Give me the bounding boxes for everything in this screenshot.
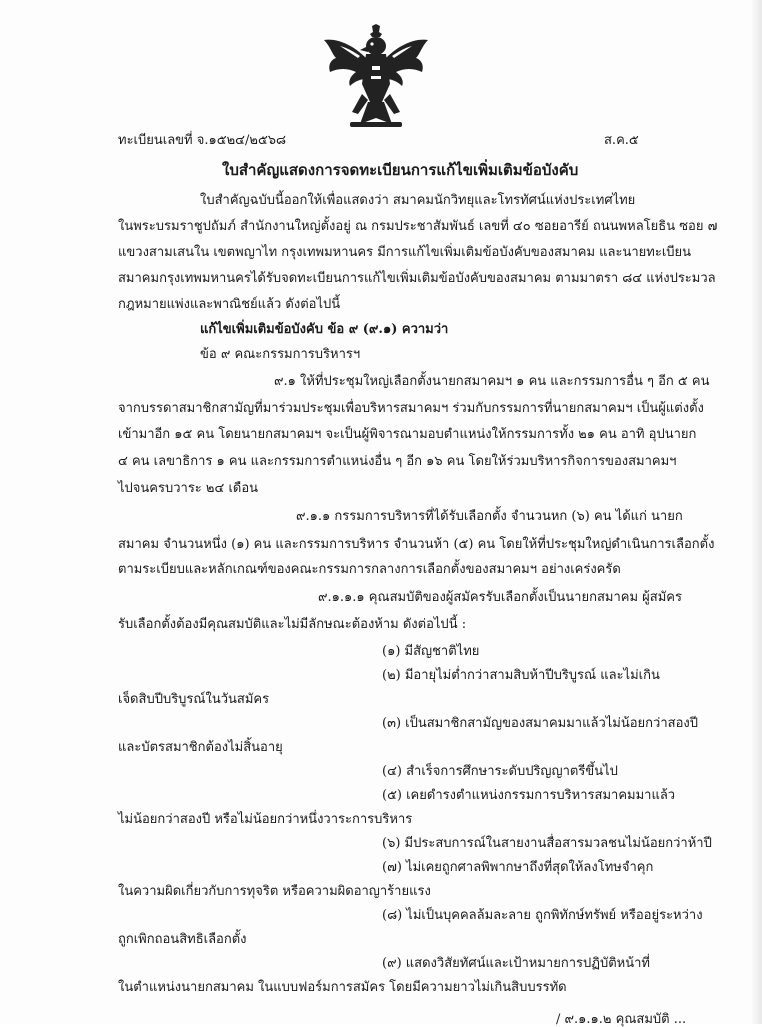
continuation-note: / ๙.๑.๑.๒ คุณสมบัติ ... (556, 1012, 687, 1027)
clause-9-1-line: ๙.๑ ให้ที่ประชุมใหญ่เลือกตั้งนายกสมาคมฯ ๑ คน และกรรมการอื่น ๆ อีก ๕ คน (274, 374, 710, 389)
clause-9-1-line: ๔ คน เลขาธิการ ๑ คน และกรรมการตำแหน่งอื่น ๆ อีก ๑๖ คน โดยให้ร่วมบริหารกิจการของสมาคมฯ (118, 454, 677, 469)
qualification-item: ไม่น้อยกว่าสองปี หรือไม่น้อยกว่าหนึ่งวาระการบริหาร (118, 812, 413, 827)
clause-heading: ข้อ ๙ คณะกรรมการบริหารฯ (200, 347, 361, 362)
intro-line: ใบสำคัญฉบับนี้ออกให้เพื่อแสดงว่า สมาคมนักวิทยุและโทรทัศน์แห่งประเทศไทย (200, 193, 636, 208)
qualification-item: ในความผิดเกี่ยวกับการทุจริต หรือความผิดอาญาร้ายแรง (118, 884, 431, 899)
clause-9-1-line: ไปจนครบวาระ ๒๔ เดือน (118, 481, 259, 496)
amendment-heading: แก้ไขเพิ่มเติมข้อบังคับ ข้อ ๙ (๙.๑) ความว่า (200, 322, 449, 337)
qualification-item: (๖) มีประสบการณ์ในสายงานสื่อสารมวลชนไม่น้อยกว่าห้าปี (382, 836, 712, 851)
qualification-item: (๒) มีอายุไม่ต่ำกว่าสามสิบห้าปีบริบูรณ์ และไม่เกิน (382, 668, 660, 683)
document-title: ใบสำคัญแสดงการจดทะเบียนการแก้ไขเพิ่มเติมข้อบังคับ (222, 161, 579, 179)
qualification-item: (๑) มีสัญชาติไทย (382, 644, 480, 659)
garuda-emblem-icon (322, 24, 430, 130)
clause-9-1-1-line: ตามระเบียบและหลักเกณฑ์ของคณะกรรมการกลางการเลือกตั้งของสมาคมฯ อย่างเคร่งครัด (118, 562, 621, 577)
clause-9-1-line: เข้ามาอีก ๑๕ คน โดยนายกสมาคมฯ จะเป็นผู้พิจารณามอบตำแหน่งให้กรรมการทั้ง ๒๑ คน อาทิ อุปนายก (118, 427, 697, 442)
qualification-item: (๔) สำเร็จการศึกษาระดับปริญญาตรีขึ้นไป (382, 764, 618, 779)
clause-9-1-1-1-line: รับเลือกตั้งต้องมีคุณสมบัติและไม่มีลักษณะต้องห้าม ดังต่อไปนี้ : (118, 617, 467, 632)
clause-9-1-1-line: สมาคม จำนวนหนึ่ง (๑) คน และกรรมการบริหาร จำนวนห้า (๕) คน โดยให้ที่ประชุมใหญ่ดำเนินการเลือกตั้ง (118, 537, 715, 552)
qualification-item: (๗) ไม่เคยถูกศาลพิพากษาถึงที่สุดให้ลงโทษจำคุก (382, 860, 654, 875)
qualification-item: และบัตรสมาชิกต้องไม่สิ้นอายุ (118, 740, 283, 755)
registration-number: ทะเบียนเลขที่ จ.๑๕๒๔/๒๕๖๘ (118, 133, 287, 148)
clause-9-1-1-1-line: ๙.๑.๑.๑ คุณสมบัติของผู้สมัครรับเลือกตั้งเป็นนายกสมาคม ผู้สมัคร (318, 590, 682, 605)
qualification-item: (๘) ไม่เป็นบุคคลล้มละลาย ถูกพิทักษ์ทรัพย์ หรืออยู่ระหว่าง (382, 908, 703, 923)
intro-line: ในพระบรมราชูปถัมภ์ สำนักงานใหญ่ตั้งอยู่ ณ กรมประชาสัมพันธ์ เลขที่ ๔๐ ซอยอารีย์ ถนนพหลโยธิน ซอย ๗ (118, 219, 718, 234)
intro-line: กฎหมายแพ่งและพาณิชย์แล้ว ดังต่อไปนี้ (118, 297, 341, 312)
clause-9-1-line: จากบรรดาสมาชิกสามัญที่มาร่วมประชุมเพื่อบริหารสมาคมฯ ร่วมกับกรรมการที่นายกสมาคมฯ เป็นผู้แต่งตั้ง (118, 401, 704, 416)
intro-line: แขวงสามเสนใน เขตพญาไท กรุงเทพมหานคร มีการแก้ไขเพิ่มเติมข้อบังคับของสมาคม และนายทะเบียน (118, 245, 692, 260)
qualification-item: ถูกเพิกถอนสิทธิเลือกตั้ง (118, 932, 247, 947)
intro-line: สมาคมกรุงเทพมหานครได้รับจดทะเบียนการแก้ไขเพิ่มเติมข้อบังคับของสมาคม ตามมาตรา ๘๔ แห่งประมวล (118, 271, 716, 286)
clause-9-1-1-line: ๙.๑.๑ กรรมการบริหารที่ได้รับเลือกตั้ง จำนวนหก (๖) คน ได้แก่ นายก (296, 509, 683, 524)
qualification-item: ในตำแหน่งนายกสมาคม ในแบบฟอร์มการสมัคร โดยมีความยาวไม่เกินสิบบรรทัด (118, 980, 567, 995)
form-code: ส.ค.๕ (604, 133, 639, 148)
qualification-item: (๕) เคยดำรงตำแหน่งกรรมการบริหารสมาคมมาแล้ว (382, 788, 676, 803)
page-edge (752, 0, 762, 1024)
qualification-item: (๓) เป็นสมาชิกสามัญของสมาคมมาแล้วไม่น้อยกว่าสองปี (382, 716, 698, 731)
qualification-item: (๙) แสดงวิสัยทัศน์และเป้าหมายการปฏิบัติหน้าที่ (382, 956, 650, 971)
qualification-item: เจ็ดสิบปีบริบูรณ์ในวันสมัคร (118, 692, 270, 707)
